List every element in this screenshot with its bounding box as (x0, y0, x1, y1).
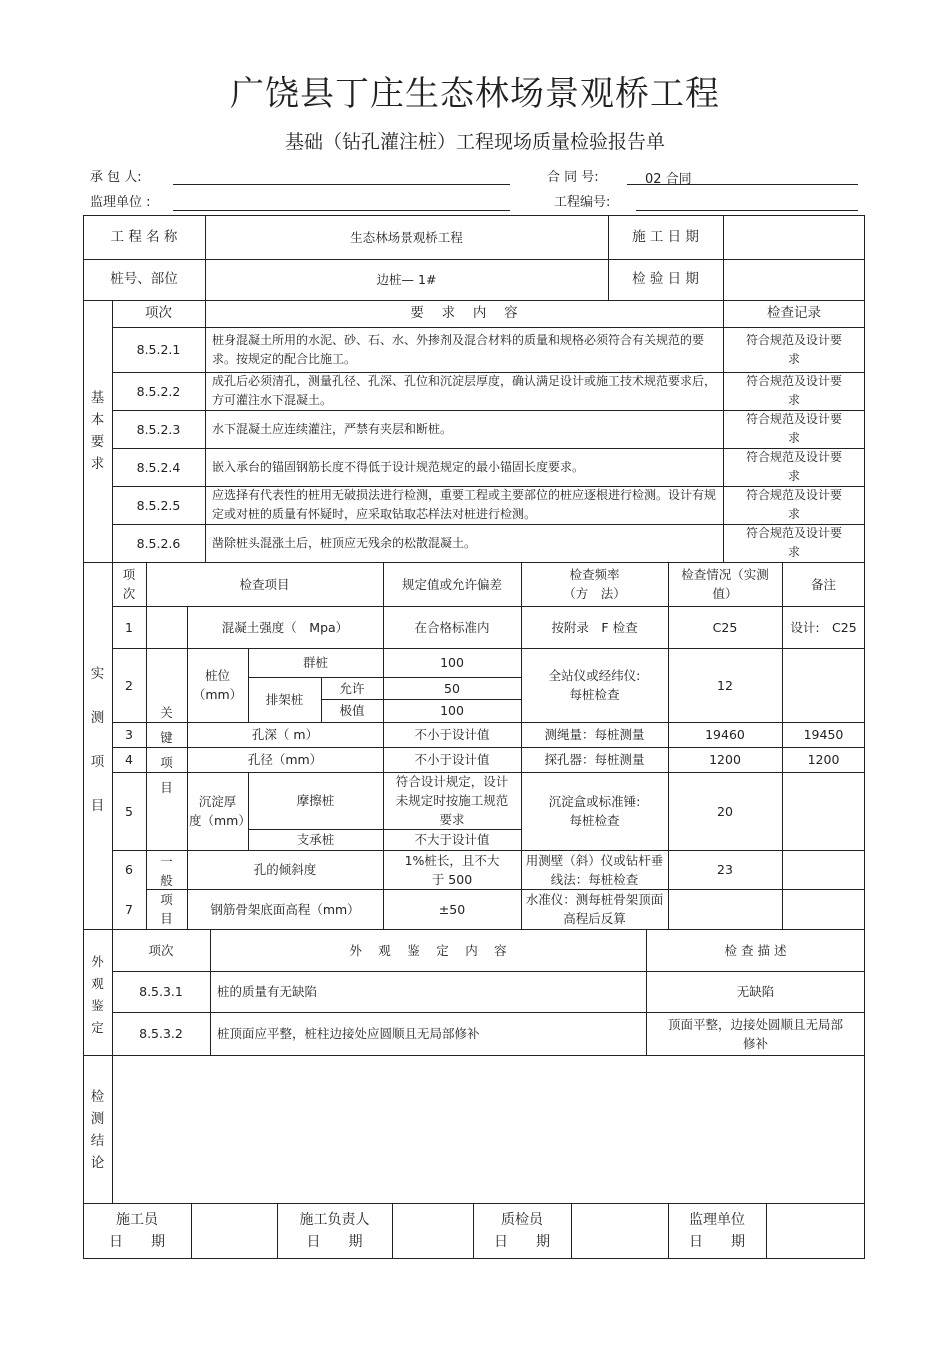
basic-item-content: 水下混凝土应连续灌注，严禁有夹层和断桩。 (212, 421, 453, 436)
measured-subitem: 支承桩 (296, 832, 335, 847)
measured-section-label: 实 测 项 目 (90, 666, 105, 814)
appearance-item-description[interactable]: 顶面平整，边接处圆顺且无局部修补 (667, 1016, 843, 1051)
basic-item-content: 桩身混凝土所用的水泥、砂、石、水、外掺剂及混合材料的质量和规格必须符合有关规范的要求。按规定的配合比施工。 (212, 332, 705, 366)
measured-row-no: 6 (125, 862, 133, 877)
measured-frequency: 按附录 F 检查 (551, 619, 638, 635)
measured-row-no: 3 (125, 727, 133, 742)
measured-col-note: 备注 (810, 576, 836, 592)
measured-item: 孔径（mm） (247, 752, 323, 767)
basic-item-no: 8.5.2.4 (136, 459, 181, 475)
pile-location-value[interactable]: 边桩— 1# (376, 272, 437, 287)
basic-item-no: 8.5.2.5 (136, 497, 181, 513)
measured-row-no: 2 (125, 677, 133, 693)
measured-row-no: 1 (125, 619, 133, 635)
signature-quality-inspector: 质检员 日 期 (494, 1212, 550, 1250)
measured-col-item: 检查项目 (239, 576, 290, 592)
document-title: 广饶县丁庄生态林场景观桥工程 (230, 74, 720, 114)
measured-spec: 100 (440, 655, 464, 670)
contract-no-value[interactable]: 02 合同 (645, 172, 692, 187)
measured-row-no: 5 (125, 803, 133, 819)
project-name-label: 工 程 名 称 (110, 228, 178, 245)
appearance-item-no: 8.5.3.1 (139, 984, 183, 999)
measured-col-no: 项次 (122, 567, 136, 601)
supervisor-label: 监理单位 : (90, 195, 151, 210)
measured-result[interactable]: 12 (717, 677, 733, 693)
measured-item: 孔的倾斜度 (253, 862, 317, 877)
appearance-item-description[interactable]: 无缺陷 (736, 984, 775, 999)
general-items-label: 一 般 项 目 (160, 853, 173, 926)
appearance-item-content: 桩的质量有无缺陷 (217, 984, 318, 999)
measured-result[interactable]: 1200 (709, 752, 741, 767)
contractor-line (173, 184, 510, 185)
measured-frequency: 测绳量：每桩测量 (544, 727, 645, 742)
measured-subitem: 允许 (339, 680, 365, 696)
measured-spec: 1%桩长，且不大于 500 (404, 852, 500, 887)
basic-col-item: 项次 (145, 305, 172, 321)
basic-item-record[interactable]: 符合规范及设计要求 (745, 450, 842, 483)
basic-item-record[interactable]: 符合规范及设计要求 (745, 374, 842, 407)
inspection-date-value[interactable] (723, 259, 865, 300)
basic-item-no: 8.5.2.6 (136, 535, 181, 551)
measured-col-result: 检查情况（实测值） (681, 567, 769, 601)
measured-spec: 符合设计规定，设计未规定时按施工规范要求 (395, 774, 509, 827)
measured-spec: 不小于设计值 (414, 727, 490, 742)
appearance-col-content: 外 观 鉴 定 内 容 (349, 942, 507, 958)
project-no-label: 工程编号: (554, 195, 611, 210)
signature-supervision-unit: 监理单位 日 期 (689, 1212, 745, 1250)
basic-item-content: 成孔后必须清孔，测量孔径、孔深、孔位和沉淀层厚度，确认满足设计或施工技术规范要求后，方可灌注水下混凝土。 (212, 374, 717, 407)
contractor-label: 承 包 人: (90, 170, 142, 185)
measured-row-no: 4 (125, 752, 133, 767)
conclusion-section-label: 检 测 结 论 (90, 1089, 105, 1171)
measured-note[interactable]: 19450 (803, 727, 844, 742)
signature-construction-manager: 施工负责人 日 期 (299, 1212, 370, 1250)
measured-spec: ±50 (438, 901, 466, 917)
project-no-line (636, 210, 858, 211)
basic-item-no: 8.5.2.3 (136, 421, 181, 437)
measured-result[interactable] (668, 889, 782, 929)
signature-quality-inspector-field[interactable] (571, 1203, 668, 1259)
measured-subitem: 排架桩 (265, 692, 304, 707)
measured-spec: 不大于设计值 (414, 832, 490, 847)
measured-spec: 在合格标准内 (414, 619, 490, 635)
measured-col-frequency: 检查频率 （方 法） (563, 567, 626, 601)
measured-note[interactable]: 1200 (807, 752, 840, 767)
measured-item: 沉淀厚 度（mm） (189, 794, 251, 828)
measured-item: 孔深（ m） (251, 727, 319, 742)
appearance-item-no: 8.5.3.2 (139, 1026, 183, 1041)
measured-subitem: 群桩 (302, 655, 328, 670)
measured-result[interactable]: C25 (712, 619, 738, 635)
measured-col-spec: 规定值或允许偏差 (401, 576, 502, 592)
measured-frequency: 沉淀盒或标准锤: 每桩检查 (548, 794, 641, 828)
measured-row-no: 7 (125, 901, 133, 917)
signature-supervision-unit-field[interactable] (766, 1203, 865, 1259)
basic-col-record: 检查记录 (767, 305, 821, 321)
measured-frequency: 用测壁（斜）仪或钻杆垂线法：每桩检查 (525, 852, 664, 887)
construction-date-value[interactable] (723, 215, 865, 259)
appearance-col-description: 检 查 描 述 (724, 942, 787, 958)
measured-frequency: 全站仪或经纬仪: 每桩检查 (548, 668, 641, 702)
signature-construction-manager-field[interactable] (392, 1203, 473, 1259)
appearance-section-label: 外 观 鉴 定 (91, 954, 104, 1035)
measured-spec: 100 (440, 703, 464, 718)
basic-item-content: 嵌入承台的锚固钢筋长度不得低于设计规范规定的最小锚固长度要求。 (212, 459, 585, 474)
conclusion-value[interactable] (112, 1055, 865, 1203)
inspection-date-label: 检 验 日 期 (632, 271, 699, 287)
measured-result[interactable]: 19460 (705, 727, 745, 742)
basic-requirements-section-label: 基 本 要 求 (90, 390, 105, 472)
measured-result[interactable]: 20 (717, 803, 733, 819)
basic-item-record[interactable]: 符合规范及设计要求 (745, 412, 842, 445)
measured-spec: 50 (444, 680, 460, 696)
document-subtitle: 基础（钻孔灌注桩）工程现场质量检验报告单 (284, 131, 665, 153)
pile-location-label: 桩号、部位 (110, 271, 178, 287)
basic-item-content: 凿除桩头混涨土后，桩顶应无残余的松散混凝土。 (212, 535, 477, 550)
basic-item-no: 8.5.2.1 (136, 342, 181, 357)
measured-item: 桩位 （mm） (192, 668, 243, 702)
basic-col-content: 要 求 内 容 (410, 305, 518, 321)
basic-item-record[interactable]: 符合规范及设计要求 (745, 488, 842, 521)
project-name-value[interactable]: 生态林场景观桥工程 (350, 229, 463, 245)
basic-item-content: 应选择有代表性的桩用无破损法进行检测，重要工程或主要部位的桩应逐根进行检测。设计有规定或对桩的质量有怀疑时，应采取钻取芯样法对桩进行检测。 (212, 488, 717, 521)
contract-no-label: 合 同 号: (547, 170, 599, 185)
supervisor-line (173, 210, 510, 211)
measured-frequency: 探孔器：每桩测量 (544, 752, 645, 767)
appearance-col-item: 项次 (148, 942, 174, 958)
measured-item: 钢筋骨架底面高程（mm） (210, 901, 360, 917)
measured-result[interactable]: 23 (717, 862, 733, 877)
measured-subitem: 极值 (339, 703, 365, 718)
measured-spec: 不小于设计值 (414, 752, 490, 767)
measured-subitem: 摩擦桩 (296, 793, 335, 808)
appearance-item-content: 桩顶面应平整，桩柱边接处应圆顺且无局部修补 (217, 1026, 480, 1041)
construction-date-label: 施 工 日 期 (632, 228, 699, 245)
signature-construction-worker-field[interactable] (191, 1203, 277, 1259)
basic-item-no: 8.5.2.2 (136, 383, 181, 399)
signature-construction-worker: 施工员 日 期 (109, 1212, 165, 1250)
measured-item: 混凝土强度（ Mpa） (221, 619, 349, 635)
measured-frequency: 水准仪：测每桩骨架顶面高程后反算 (525, 892, 664, 926)
basic-item-record[interactable]: 符合规范及设计要求 (745, 332, 842, 366)
measured-note[interactable]: 设计: C25 (790, 619, 857, 635)
basic-item-record[interactable]: 符合规范及设计要求 (745, 526, 842, 559)
key-items-label: 关 键 项 目 (160, 705, 173, 795)
